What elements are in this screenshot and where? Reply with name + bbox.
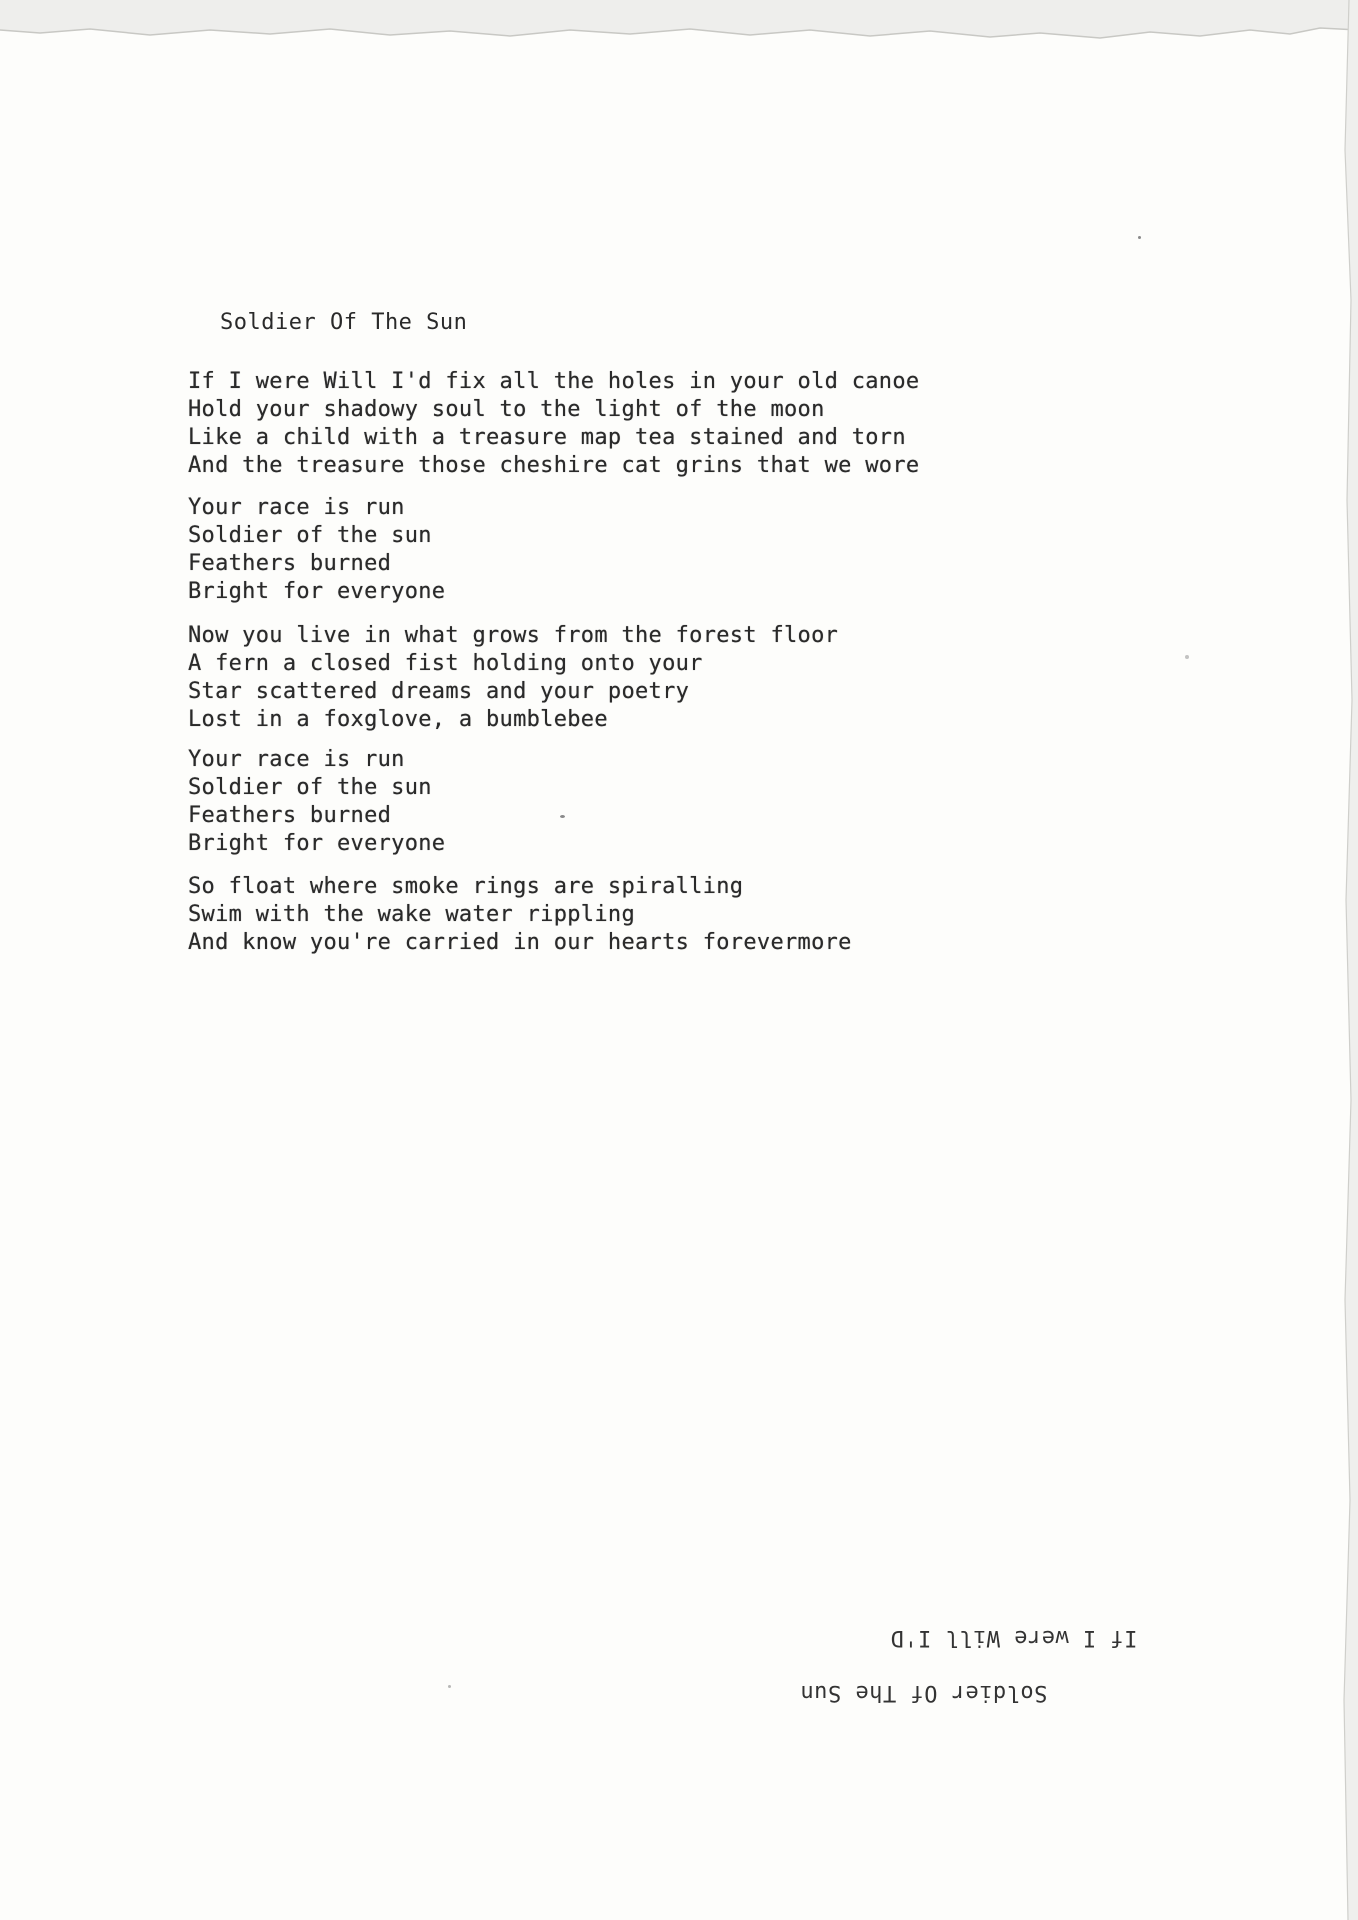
poem-line: Bright for everyone <box>188 831 446 856</box>
poem-line: Bright for everyone <box>188 579 446 604</box>
poem-line: Your race is run <box>188 495 405 520</box>
stanza-1 <box>188 368 919 480</box>
poem-line: And the treasure those cheshire cat grins that we wore <box>188 453 920 478</box>
paper-speck <box>1138 236 1141 239</box>
poem-line: Star scattered dreams and your poetry <box>188 679 690 704</box>
stanza-5 <box>188 873 852 957</box>
poem-line: Swim with the wake water rippling <box>188 902 635 927</box>
paper-speck <box>1185 655 1189 659</box>
stanza-3 <box>188 622 838 734</box>
poem-line: Hold your shadowy soul to the light of the moon <box>188 397 825 422</box>
paper-speck <box>448 1685 451 1688</box>
poem-line: Now you live in what grows from the forest floor <box>188 623 839 648</box>
poem-line: If I were Will I'd fix all the holes in your old canoe <box>188 369 920 394</box>
poem-line: Like a child with a treasure map tea stained and torn <box>188 425 906 450</box>
poem-line: Feathers burned <box>188 551 392 576</box>
upside-down-label: Soldier Of The Sun <box>800 1680 1048 1705</box>
poem-line: Your race is run <box>188 747 405 772</box>
stanza-2 <box>188 494 445 606</box>
poem-line: Soldier of the sun <box>188 523 432 548</box>
upside-down-label: If I were Will I'D <box>890 1625 1138 1650</box>
torn-top-edge <box>0 0 1358 60</box>
poem-line: A fern a closed fist holding onto your <box>188 651 703 676</box>
torn-right-edge <box>1318 0 1358 1920</box>
stanza-4 <box>188 746 445 858</box>
document-title: Soldier Of The Sun <box>220 310 468 335</box>
paper-speck <box>560 815 565 818</box>
poem-line: So float where smoke rings are spiralling <box>188 874 744 899</box>
poem-line: Feathers burned <box>188 803 392 828</box>
poem-line: And know you're carried in our hearts forevermore <box>188 930 852 955</box>
poem-line: Soldier of the sun <box>188 775 432 800</box>
poem-line: Lost in a foxglove, a bumblebee <box>188 707 608 732</box>
